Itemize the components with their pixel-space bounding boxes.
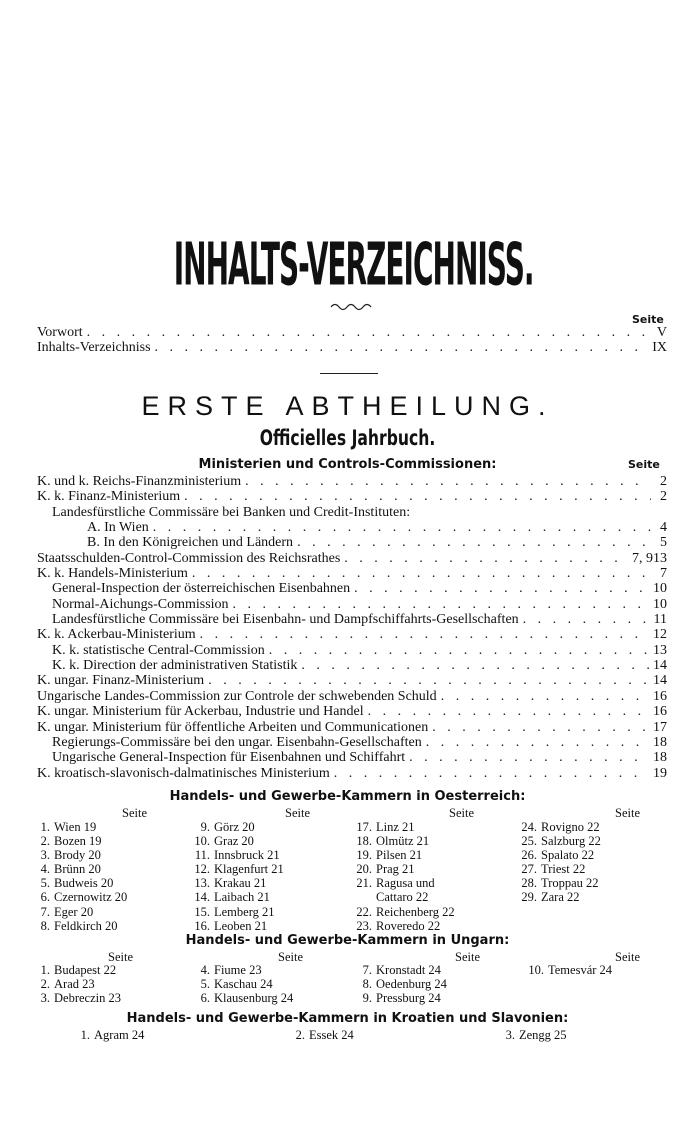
chamber-number: 1.	[80, 1028, 90, 1042]
chamber-name: Brody 20	[54, 848, 101, 863]
toc-entry[interactable]	[37, 704, 667, 719]
chamber-item[interactable]	[352, 876, 455, 890]
chamber-number: 17.	[356, 820, 372, 834]
chamber-name: Kronstadt 24	[376, 963, 441, 977]
toc-entry-page: 10	[653, 581, 667, 597]
chamber-name: Oedenburg 24	[376, 977, 447, 992]
toc-entry-page: 16	[653, 688, 667, 704]
toc-entry-title: K. kroatisch-slavonisch-dalmatinisches Ministerium	[37, 765, 330, 781]
toc-entry-title: K. k. Finanz-Ministerium	[37, 489, 181, 505]
leader-dots	[208, 673, 649, 688]
chamber-item[interactable]	[30, 834, 127, 848]
chamber-name: Görz 20	[214, 820, 255, 834]
chamber-number: 8.	[362, 977, 372, 992]
toc-entry-title: A. In Wien	[87, 520, 149, 536]
leader-dots	[523, 612, 650, 627]
chamber-name: Budapest 22	[54, 963, 117, 977]
chamber-name: Cattaro 22	[376, 890, 429, 905]
toc-entry-page: 16	[653, 704, 667, 720]
chamber-item[interactable]	[190, 963, 293, 977]
chamber-name: Klausenburg 24	[214, 991, 294, 1006]
chamber-name: Wien 19	[54, 820, 97, 834]
toc-entry-title: K. k. Direction der administrativen Statistik	[52, 658, 298, 674]
toc-entry-title: B. In den Königreichen und Ländern	[87, 535, 294, 551]
chamber-name: Laibach 21	[214, 890, 270, 905]
toc-entry[interactable]	[37, 325, 667, 340]
leader-dots	[432, 720, 649, 735]
toc-entry-page: 17	[653, 719, 667, 735]
chamber-item[interactable]	[190, 848, 284, 862]
toc-entry-page: 2	[660, 474, 667, 489]
toc-entry-title: Inhalts-Verzeichniss	[37, 340, 151, 356]
chamber-item[interactable]	[30, 919, 127, 933]
chamber-name: Brünn 20	[54, 862, 101, 877]
chamber-number: 5.	[40, 876, 50, 891]
chamber-name: Pressburg 24	[376, 991, 441, 1006]
chamber-number: 3.	[40, 848, 50, 863]
chamber-name: Pilsen 21	[376, 848, 423, 863]
croatia-chambers-grid	[0, 1028, 695, 1044]
chamber-name: Budweis 20	[54, 876, 114, 891]
leader-dots	[269, 643, 649, 658]
leader-dots	[245, 474, 651, 489]
chamber-number: 26.	[521, 848, 537, 863]
leader-dots	[354, 581, 649, 596]
chamber-item[interactable]	[517, 820, 601, 834]
chamber-number: 3.	[505, 1028, 515, 1042]
toc-entry-page: 14	[653, 658, 667, 674]
leader-dots	[409, 750, 649, 765]
chamber-item[interactable]	[285, 1028, 354, 1042]
chamber-number: 16.	[194, 918, 210, 933]
chamber-name: Arad 23	[54, 977, 95, 992]
chamber-name: Krakau 21	[214, 876, 267, 891]
section-heading-ministries: Ministerien und Controls-Commissionen:	[198, 457, 497, 472]
chamber-number: 7.	[362, 963, 372, 977]
chamber-number: 19.	[356, 848, 372, 863]
chamber-item[interactable]	[352, 848, 455, 862]
chamber-name: Feldkirch 20	[54, 918, 118, 933]
chamber-column	[524, 963, 612, 977]
chamber-item[interactable]	[190, 862, 284, 876]
chamber-number: 23.	[356, 918, 372, 933]
toc-entry-title: Regierungs-Commissäre bei den ungar. Eisenbahn-Gesellschaften	[52, 734, 422, 750]
chamber-item[interactable]	[352, 991, 447, 1005]
section-heading-hungary: Handels- und Gewerbe-Kammern in Ungarn:	[185, 933, 510, 948]
toc-entry[interactable]	[37, 520, 667, 535]
toc-entry-page: 19	[653, 765, 667, 781]
chamber-column	[352, 963, 447, 1005]
chamber-number: 15.	[194, 904, 210, 919]
chamber-item[interactable]	[352, 862, 455, 876]
chamber-number: 14.	[194, 890, 210, 905]
chamber-item[interactable]	[30, 820, 127, 834]
seite-label: Seite	[632, 313, 664, 326]
chamber-name: Linz 21	[376, 820, 415, 834]
leader-dots	[200, 627, 649, 642]
chamber-item[interactable]	[352, 890, 455, 904]
chamber-column	[352, 820, 455, 933]
chamber-item[interactable]	[190, 820, 284, 834]
toc-entry-page: IX	[652, 340, 667, 356]
toc-entry-page: 12	[653, 627, 667, 643]
chamber-column	[190, 820, 284, 933]
chamber-name: Zara 22	[541, 890, 580, 905]
chamber-number: 13.	[194, 876, 210, 891]
toc-entry[interactable]	[37, 597, 667, 612]
seite-label: Seite	[122, 806, 147, 820]
chamber-name: Temesvár 24	[548, 963, 613, 977]
chamber-item[interactable]	[517, 834, 601, 848]
chamber-name: Innsbruck 21	[214, 848, 280, 863]
chamber-name: Prag 21	[376, 862, 415, 877]
chamber-number: 18.	[356, 834, 372, 849]
toc-entry-title: Ungarische General-Inspection für Eisenbahnen und Schiffahrt	[52, 750, 406, 766]
chamber-item[interactable]	[190, 876, 284, 890]
chamber-name: Zengg 25	[519, 1028, 567, 1042]
toc-entry[interactable]	[37, 551, 667, 566]
ministries-list	[37, 474, 667, 781]
chamber-item[interactable]	[352, 834, 455, 848]
chamber-item[interactable]	[30, 848, 127, 862]
chamber-number: 20.	[356, 862, 372, 877]
seite-label: Seite	[455, 950, 480, 964]
chamber-item[interactable]	[30, 862, 127, 876]
chamber-number: 24.	[521, 820, 537, 834]
chamber-number: 25.	[521, 834, 537, 849]
toc-entry-page: 18	[653, 750, 667, 766]
chamber-number: 9.	[200, 820, 210, 834]
leader-dots	[192, 566, 651, 581]
chamber-item[interactable]	[352, 963, 447, 977]
chamber-item[interactable]	[30, 991, 121, 1005]
chamber-number: 3.	[40, 991, 50, 1006]
chamber-number: 10.	[528, 963, 544, 977]
chamber-number: 27.	[521, 862, 537, 877]
chamber-name: Bozen 19	[54, 834, 102, 849]
toc-entry-page: V	[656, 325, 667, 340]
chamber-name: Czernowitz 20	[54, 890, 128, 905]
toc-entry-title: K. ungar. Finanz-Ministerium	[37, 673, 205, 689]
ornament-squiggle-icon	[329, 300, 373, 314]
toc-entry[interactable]	[37, 566, 667, 581]
seite-label: Seite	[108, 950, 133, 964]
toc-entry[interactable]	[37, 535, 667, 550]
toc-entry[interactable]	[37, 489, 667, 504]
leader-dots	[184, 489, 651, 504]
chamber-name: Lemberg 21	[214, 904, 275, 919]
toc-entry-title: Vorwort	[37, 325, 83, 340]
chamber-item[interactable]	[190, 991, 293, 1005]
chamber-item[interactable]	[30, 977, 121, 991]
chamber-name: Kaschau 24	[214, 977, 273, 992]
chamber-item[interactable]	[190, 977, 293, 991]
chamber-number: 6.	[40, 890, 50, 905]
chamber-item[interactable]	[517, 862, 601, 876]
seite-label: Seite	[615, 806, 640, 820]
chamber-number: 21.	[356, 876, 372, 891]
chamber-item[interactable]	[517, 848, 601, 862]
toc-entry-title: K. k. statistische Central-Commission	[52, 642, 265, 658]
chamber-name: Spalato 22	[541, 848, 595, 863]
chamber-item[interactable]	[352, 919, 455, 933]
chamber-item[interactable]	[517, 876, 601, 890]
seite-label: Seite	[615, 950, 640, 964]
chamber-number: 11.	[194, 848, 210, 863]
chamber-item[interactable]	[190, 834, 284, 848]
toc-entry-page: 18	[653, 734, 667, 750]
chamber-name: Rovigno 22	[541, 820, 600, 834]
chamber-name: Debreczin 23	[54, 991, 121, 1006]
leader-dots	[344, 551, 628, 566]
toc-entry-title: Landesfürstliche Commissäre bei Banken und Credit-Instituten:	[52, 504, 411, 520]
chamber-number: 1.	[40, 963, 50, 977]
chamber-number: 12.	[194, 862, 210, 877]
toc-entry-page: 7, 913	[632, 550, 667, 566]
section-heading-croatia: Handels- und Gewerbe-Kammern in Kroatien und Slavonien:	[126, 1011, 569, 1026]
toc-entry[interactable]	[37, 474, 667, 489]
chamber-name: Olmütz 21	[376, 834, 430, 849]
chamber-number: 2.	[40, 977, 50, 992]
leader-dots	[297, 535, 651, 550]
leader-dots	[441, 689, 649, 704]
chamber-name: Graz 20	[214, 834, 254, 849]
subtitle: Officielles Jahrbuch.	[259, 425, 436, 451]
toc-entry[interactable]	[37, 735, 667, 750]
toc-entry[interactable]	[37, 658, 667, 673]
toc-entry-title: Ungarische Landes-Commission zur Controle der schwebenden Schuld	[37, 688, 437, 704]
chamber-item[interactable]	[352, 905, 455, 919]
chamber-item[interactable]	[30, 890, 127, 904]
toc-entry-page: 2	[660, 489, 667, 505]
toc-entry-page: 10	[653, 596, 667, 612]
toc-entry-title: K. k. Handels-Ministerium	[37, 566, 188, 582]
chamber-number: 22.	[356, 904, 372, 919]
chamber-name: Leoben 21	[214, 918, 268, 933]
chamber-item[interactable]	[30, 963, 121, 977]
toc-entry-title: K. ungar. Ministerium für Ackerbau, Industrie und Handel	[37, 704, 364, 720]
toc-entry-title: K. k. Ackerbau-Ministerium	[37, 627, 196, 643]
front-matter-list	[37, 325, 667, 356]
chamber-name: Eger 20	[54, 904, 94, 919]
leader-dots	[233, 597, 649, 612]
toc-entry-title: K. ungar. Ministerium für öffentliche Arbeiten und Communicationen	[37, 719, 429, 735]
chamber-number: 1.	[40, 820, 50, 834]
seite-label: Seite	[278, 950, 303, 964]
toc-entry[interactable]	[37, 627, 667, 642]
chamber-number: 5.	[200, 977, 210, 992]
toc-entry[interactable]	[37, 750, 667, 765]
toc-entry-title: Landesfürstliche Commissäre bei Eisenbahn- und Dampfschiffahrts-Gesellschaften	[52, 612, 519, 628]
leader-dots	[368, 704, 649, 719]
toc-entry[interactable]	[37, 505, 667, 520]
chamber-item[interactable]	[30, 876, 127, 890]
chamber-column	[190, 963, 293, 1005]
toc-entry-page: 7	[660, 566, 667, 582]
chamber-item[interactable]	[30, 905, 127, 919]
chamber-name: Agram 24	[94, 1028, 145, 1042]
chamber-name: Ragusa und	[376, 876, 435, 891]
chamber-item[interactable]	[524, 963, 612, 977]
chamber-number: 29.	[521, 890, 537, 905]
chamber-name: Reichenberg 22	[376, 904, 455, 919]
seite-label: Seite	[285, 806, 310, 820]
chamber-name: Fiume 23	[214, 963, 262, 977]
toc-entry[interactable]	[37, 766, 667, 781]
chamber-number: 6.	[200, 991, 210, 1006]
chamber-name: Salzburg 22	[541, 834, 601, 849]
hungary-chambers-grid	[0, 963, 695, 1009]
toc-entry-page: 4	[660, 520, 667, 536]
leader-dots	[87, 325, 651, 340]
chamber-number: 4.	[40, 862, 50, 877]
chamber-column	[30, 820, 127, 933]
chamber-item[interactable]	[352, 820, 455, 834]
toc-entry[interactable]	[37, 612, 667, 627]
leader-dots	[334, 766, 649, 781]
chamber-number: 4.	[200, 963, 210, 977]
chamber-number: 28.	[521, 876, 537, 891]
toc-entry-title: K. und k. Reichs-Finanzministerium	[37, 474, 242, 489]
chamber-number: 8.	[40, 918, 50, 933]
austria-chambers-grid	[0, 820, 695, 935]
chamber-item[interactable]	[70, 1028, 144, 1042]
toc-entry[interactable]	[37, 340, 667, 355]
toc-entry[interactable]	[37, 643, 667, 658]
chamber-name: Essek 24	[309, 1028, 354, 1042]
chamber-item[interactable]	[190, 890, 284, 904]
leader-dots	[426, 735, 649, 750]
divider-rule	[320, 373, 378, 374]
toc-entry-page: 5	[660, 535, 667, 551]
page-title: INHALTS-VERZEICHNISS.	[173, 230, 534, 299]
chamber-number: 7.	[40, 904, 50, 919]
chamber-column	[517, 820, 601, 905]
seite-label: Seite	[628, 458, 660, 471]
chamber-column	[30, 963, 121, 1005]
toc-entry-page: 14	[653, 673, 667, 689]
toc-entry[interactable]	[37, 689, 667, 704]
toc-entry[interactable]	[37, 673, 667, 688]
chamber-item[interactable]	[517, 890, 601, 904]
chamber-number: 2.	[40, 834, 50, 849]
chamber-item[interactable]	[352, 977, 447, 991]
chamber-item[interactable]	[190, 919, 284, 933]
leader-dots	[153, 520, 651, 535]
section-heading-austria: Handels- und Gewerbe-Kammern in Oesterreich:	[169, 789, 526, 804]
chamber-item[interactable]	[495, 1028, 567, 1042]
chamber-name: Triest 22	[541, 862, 586, 877]
leader-dots	[301, 658, 649, 673]
chamber-number: 9.	[362, 991, 372, 1006]
toc-entry-page: 13	[653, 642, 667, 658]
toc-entry-title: Normal-Aichungs-Commission	[52, 596, 229, 612]
toc-entry-page: 11	[653, 612, 667, 628]
toc-entry[interactable]	[37, 581, 667, 596]
chamber-number: 2.	[295, 1028, 305, 1042]
leader-dots	[155, 340, 649, 355]
chamber-name: Roveredo 22	[376, 918, 441, 933]
chamber-item[interactable]	[190, 905, 284, 919]
toc-entry[interactable]	[37, 720, 667, 735]
division-title: ERSTE ABTHEILUNG.	[141, 391, 554, 421]
chamber-name: Klagenfurt 21	[214, 862, 284, 877]
chamber-name: Troppau 22	[541, 876, 599, 891]
toc-entry-title: Staatsschulden-Control-Commission des Reichsrathes	[37, 550, 341, 566]
chamber-number: 10.	[194, 834, 210, 849]
toc-entry-title: General-Inspection der österreichischen Eisenbahnen	[52, 581, 351, 597]
seite-label: Seite	[449, 806, 474, 820]
